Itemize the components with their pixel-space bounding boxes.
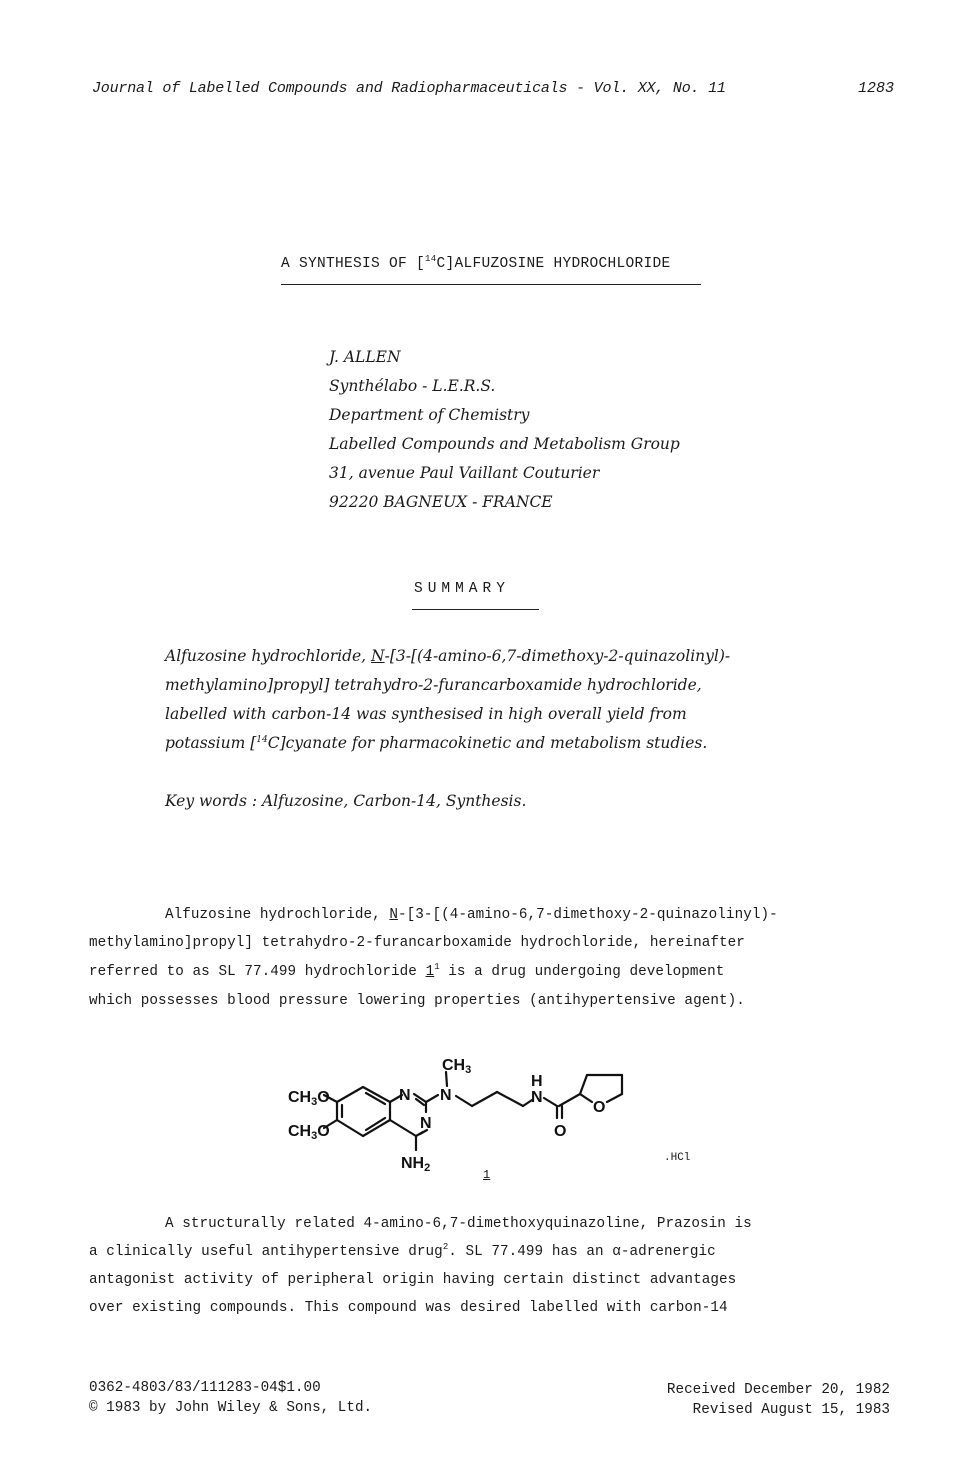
summary-superscript: 14 xyxy=(256,735,268,745)
body-p1-line-1 xyxy=(165,907,778,923)
label-amide-n: N xyxy=(531,1089,543,1106)
footer-received-date: Received December 20, 1982 xyxy=(666,1382,890,1398)
body-p2-line-2 xyxy=(89,1244,716,1260)
body-text: a clinically useful antihypertensive drug xyxy=(89,1244,443,1260)
label-ring-o: O xyxy=(593,1099,606,1116)
body-p2-line-1: A structurally related 4-amino-6,7-dimethoxyquinazoline, Prazosin is xyxy=(165,1216,752,1232)
body-p1-line-4: which possesses blood pressure lowering properties (antihypertensive agent). xyxy=(89,993,745,1009)
label-n1: N xyxy=(399,1087,411,1104)
title-underline xyxy=(281,284,701,285)
author-name: J. ALLEN xyxy=(329,348,401,366)
keywords: Key words : Alfuzosine, Carbon-14, Synthesis. xyxy=(165,792,527,810)
summary-text: C]cyanate for pharmacokinetic and metabolism studies. xyxy=(267,734,708,752)
body-p1-line-3 xyxy=(89,964,724,980)
summary-text: -[3-[(4-amino-6,7-dimethoxy-2-quinazolinyl)- xyxy=(384,647,731,665)
body-text: . SL 77.499 has an α-adrenergic xyxy=(448,1244,716,1260)
label-nh2: NH2 xyxy=(401,1155,431,1174)
summary-underline xyxy=(412,609,539,610)
body-n-prefix: N xyxy=(389,907,399,923)
summary-text: potassium [ xyxy=(165,734,257,752)
running-head-journal: Journal of Labelled Compounds and Radiopharmaceuticals - Vol. XX, No. 11 xyxy=(92,80,726,97)
label-ch3o-top: CH3O xyxy=(288,1089,330,1108)
summary-line-3: labelled with carbon-14 was synthesised in high overall yield from xyxy=(165,705,687,723)
compound-ref: 1 xyxy=(425,964,435,980)
title-superscript: 14 xyxy=(425,254,437,264)
author-affiliation-department: Department of Chemistry xyxy=(329,406,530,424)
author-affiliation-company: Synthélabo - L.E.R.S. xyxy=(329,377,496,395)
label-carbonyl-o: O xyxy=(554,1123,567,1140)
title-pre: A SYNTHESIS OF [ xyxy=(281,256,426,272)
page-number: 1283 xyxy=(858,80,895,97)
summary-n-prefix: N xyxy=(371,647,385,665)
summary-heading: SUMMARY xyxy=(414,581,510,597)
summary-line-4 xyxy=(165,734,707,752)
author-address-street: 31, avenue Paul Vaillant Couturier xyxy=(329,464,600,482)
body-text: referred to as SL 77.499 hydrochloride xyxy=(89,964,426,980)
label-amide-h: H xyxy=(531,1073,543,1090)
label-ch3o-bottom: CH3O xyxy=(288,1123,330,1142)
summary-line-2: methylamino]propyl] tetrahydro-2-furancarboxamide hydrochloride, xyxy=(165,676,702,694)
author-affiliation-group: Labelled Compounds and Metabolism Group xyxy=(329,435,680,453)
compound-number: 1 xyxy=(483,1168,491,1182)
author-address-city: 92220 BAGNEUX - FRANCE xyxy=(329,493,553,511)
body-p2-line-3: antagonist activity of peripheral origin having certain distinct advantages xyxy=(89,1272,737,1288)
label-ch3-methyl: CH3 xyxy=(442,1057,472,1076)
body-p1-line-2: methylamino]propyl] tetrahydro-2-furancarboxamide hydrochloride, hereinafter xyxy=(89,935,745,951)
hydrochloride-salt-label: .HCl xyxy=(664,1152,691,1164)
body-text: Alfuzosine hydrochloride, xyxy=(165,907,390,923)
body-text: is a drug undergoing development xyxy=(439,964,725,980)
footer-copyright: © 1983 by John Wiley & Sons, Ltd. xyxy=(89,1400,373,1416)
summary-text: Alfuzosine hydrochloride, xyxy=(165,647,372,665)
title-post: C]ALFUZOSINE HYDROCHLORIDE xyxy=(436,256,671,272)
body-p2-line-4: over existing compounds. This compound was desired labelled with carbon-14 xyxy=(89,1300,728,1316)
footer-revised-date: Revised August 15, 1983 xyxy=(692,1402,890,1418)
label-n2: N xyxy=(420,1115,432,1132)
footer-article-code: 0362-4803/83/111283-04$1.00 xyxy=(89,1380,321,1396)
label-n-amine: N xyxy=(440,1087,452,1104)
article-title xyxy=(281,256,670,272)
summary-line-1 xyxy=(165,647,730,665)
body-text: -[3-[(4-amino-6,7-dimethoxy-2-quinazolinyl)- xyxy=(398,907,778,923)
citation-superscript: 1 xyxy=(434,962,440,972)
citation-superscript: 2 xyxy=(442,1242,449,1252)
